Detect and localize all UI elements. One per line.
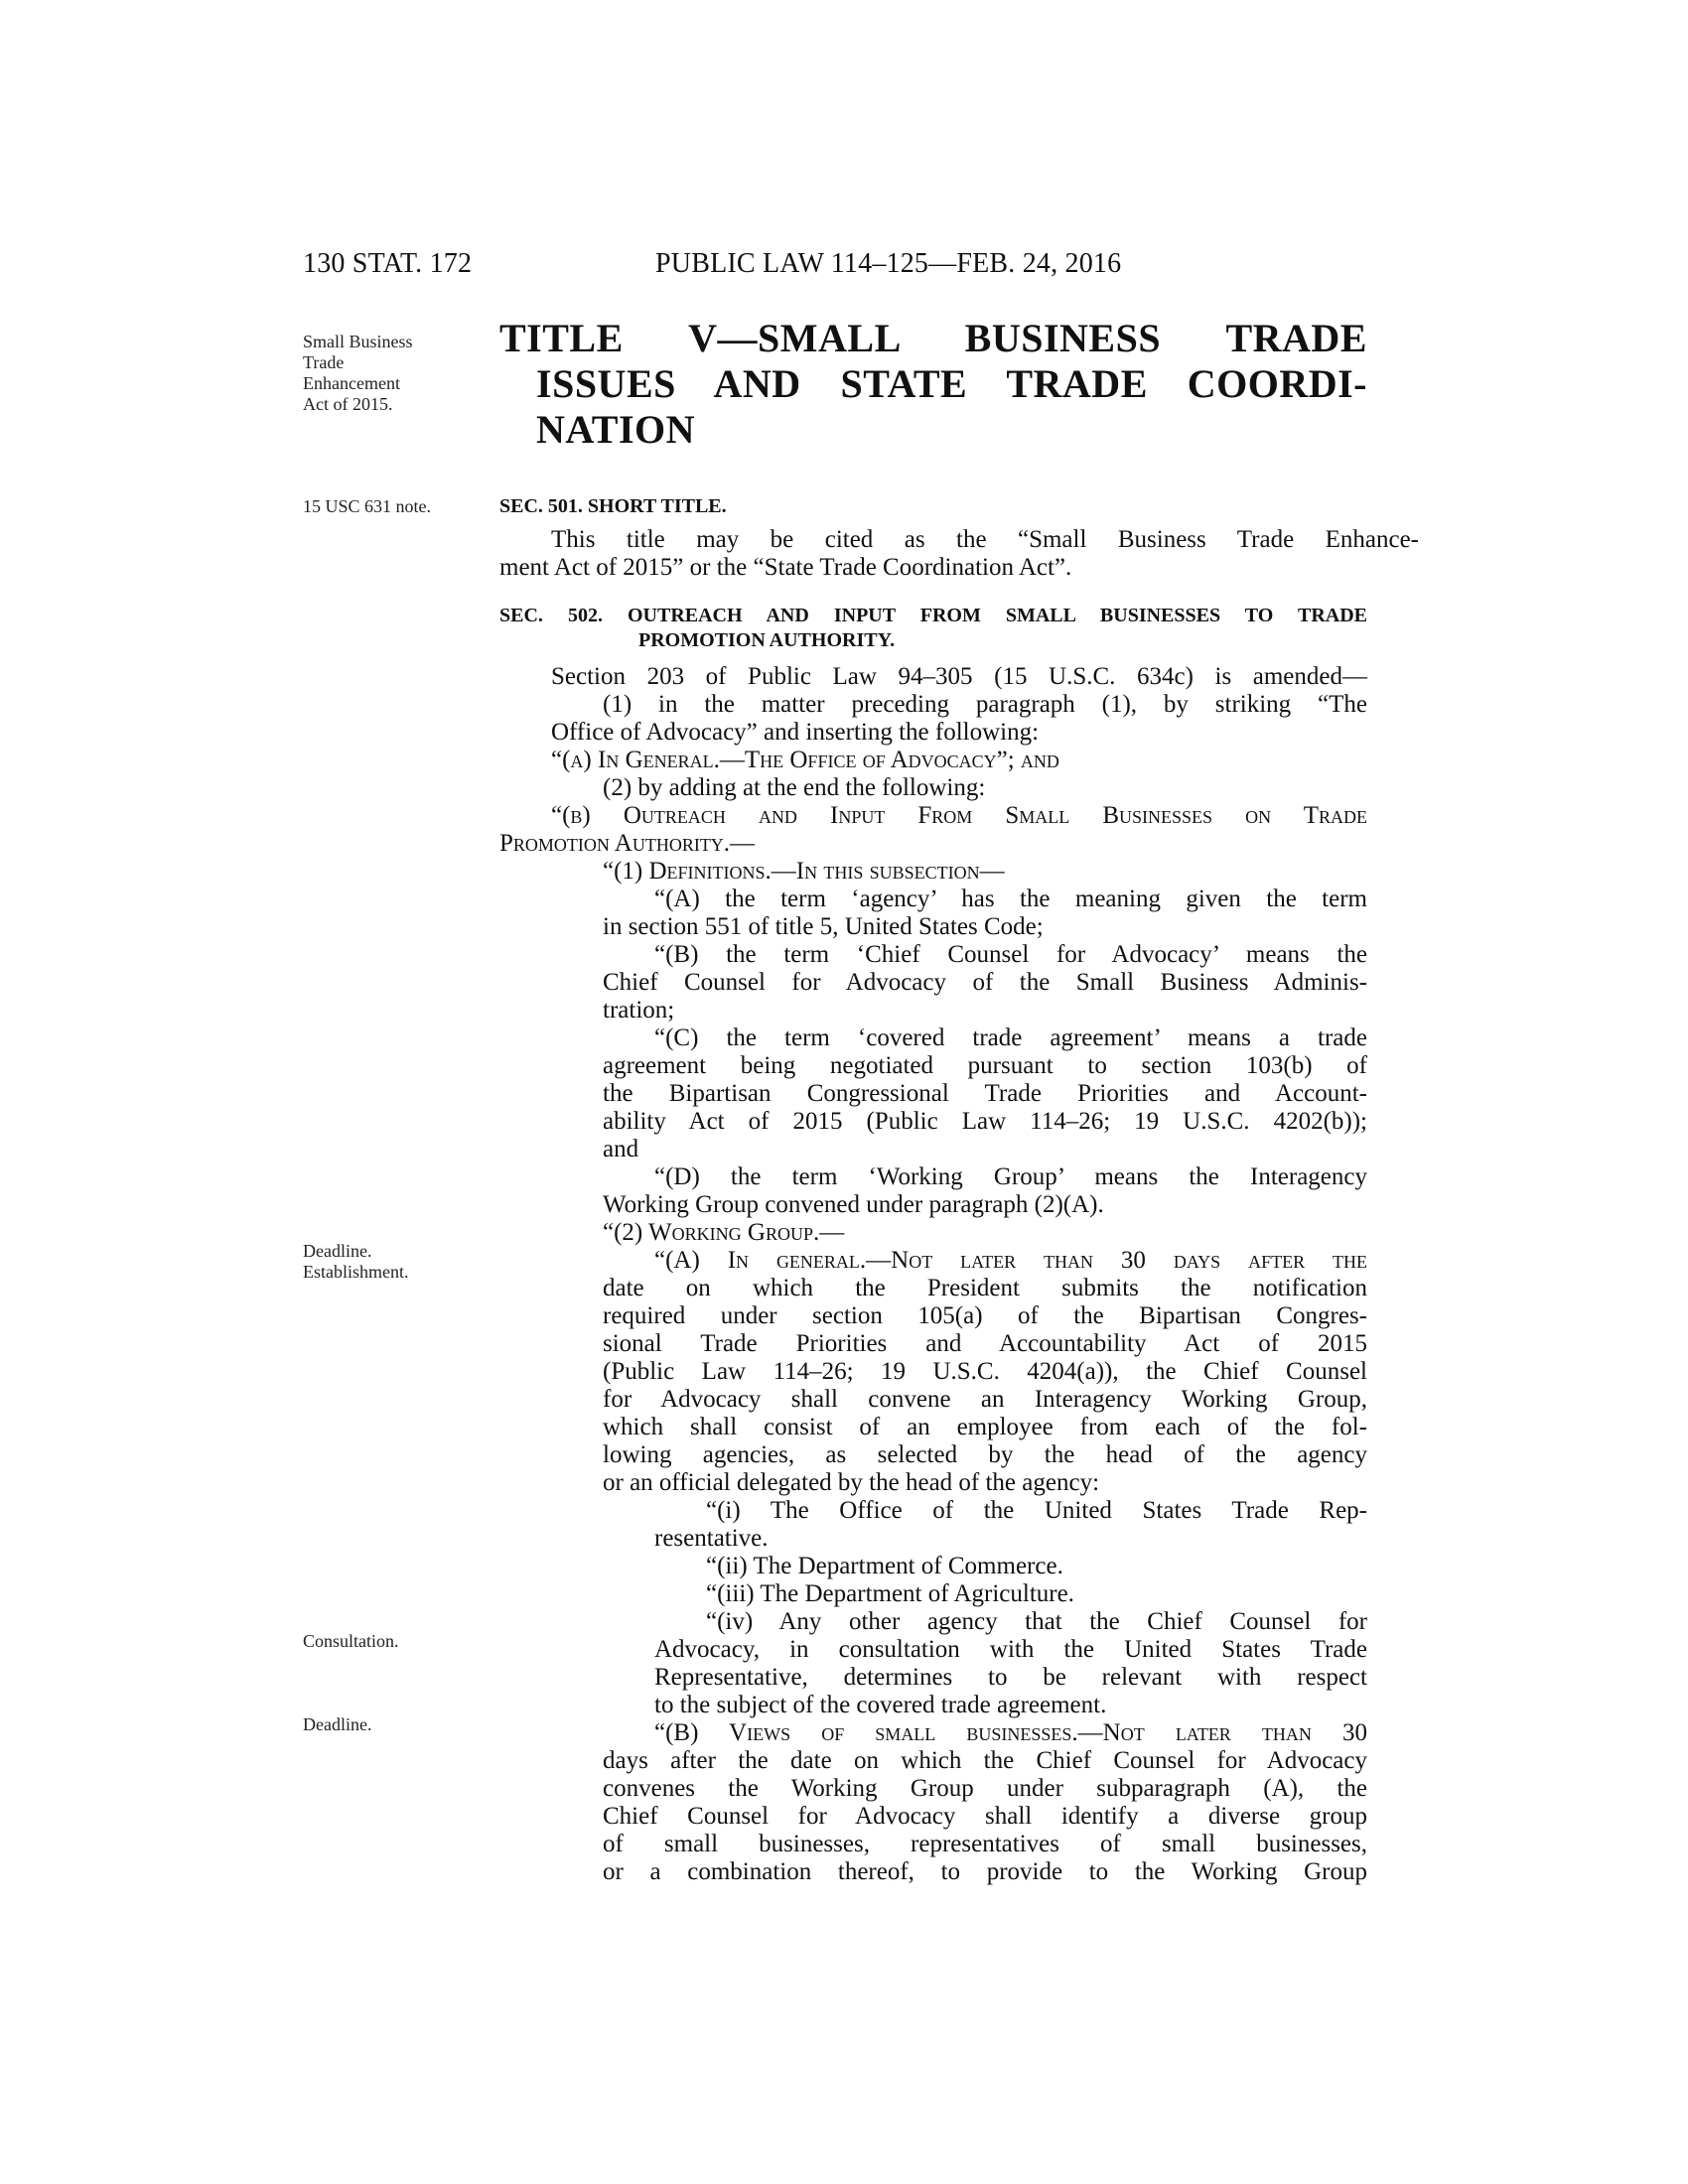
body-line: “(D) the term ‘Working Group’ means the Interagency bbox=[654, 1163, 1367, 1190]
body-line: “(iv) Any other agency that the Chief Counsel for bbox=[706, 1608, 1367, 1635]
body-line: required under section 105(a) of the Bipartisan Congres- bbox=[603, 1302, 1367, 1329]
section-502-heading: SEC. 502. OUTREACH AND INPUT FROM SMALL BUSINESSES TO TRADE bbox=[499, 605, 1367, 626]
body-line: “(a) In General.—The Office of Advocacy”; and bbox=[551, 747, 1059, 773]
section-502-heading-cont: PROMOTION AUTHORITY. bbox=[638, 629, 896, 651]
body-line: tration; bbox=[603, 997, 675, 1024]
body-line: resentative. bbox=[654, 1525, 769, 1552]
body-line: days after the date on which the Chief Counsel for Advocacy bbox=[603, 1747, 1367, 1774]
body-line: ability Act of 2015 (Public Law 114–26; 19 U.S.C. 4202(b)); bbox=[603, 1108, 1367, 1135]
margin-note-usc: 15 USC 631 note. bbox=[303, 496, 432, 516]
title-line: NATION bbox=[536, 407, 696, 452]
body-line: “(A) In general.—Not later than 30 days after the bbox=[654, 1247, 1367, 1274]
title-line: ISSUES AND STATE TRADE COORDI- bbox=[536, 361, 1367, 406]
margin-note-line: Establishment. bbox=[303, 1262, 409, 1282]
running-header: PUBLIC LAW 114–125—FEB. 24, 2016 bbox=[655, 248, 1122, 279]
body-line: This title may be cited as the “Small Business Trade Enhance- bbox=[551, 526, 1419, 553]
body-line: Chief Counsel for Advocacy of the Small Business Adminis- bbox=[603, 969, 1367, 996]
body-line: Chief Counsel for Advocacy shall identify a diverse group bbox=[603, 1803, 1367, 1830]
body-line: the Bipartisan Congressional Trade Priorities and Account- bbox=[603, 1080, 1367, 1107]
body-line: which shall consist of an employee from each of the fol- bbox=[603, 1414, 1367, 1440]
body-line: “(i) The Office of the United States Trade Rep- bbox=[706, 1497, 1367, 1524]
body-line: lowing agencies, as selected by the head of the agency bbox=[603, 1441, 1367, 1468]
body-line: Promotion Authority.— bbox=[499, 830, 756, 857]
body-line: Representative, determines to be relevant with respect bbox=[654, 1664, 1367, 1691]
body-line: or a combination thereof, to provide to the Working Group bbox=[603, 1858, 1367, 1885]
body-line: “(2) Working Group.— bbox=[603, 1219, 845, 1246]
body-line: date on which the President submits the notification bbox=[603, 1275, 1367, 1301]
section-502-body bbox=[499, 663, 1367, 1886]
body-line: Office of Advocacy” and inserting the following: bbox=[551, 719, 1040, 746]
body-line: “(1) Definitions.—In this subsection— bbox=[603, 858, 1005, 885]
body-line: Section 203 of Public Law 94–305 (15 U.S.C. 634c) is amended— bbox=[551, 663, 1367, 690]
margin-note-deadline-establishment bbox=[303, 1241, 409, 1283]
body-line: (1) in the matter preceding paragraph (1), by striking “The bbox=[603, 691, 1367, 718]
margin-note-line: Act of 2015. bbox=[303, 394, 393, 414]
page-stat-number: 130 STAT. 172 bbox=[303, 248, 473, 279]
body-line: “(B) the term ‘Chief Counsel for Advocacy’ means the bbox=[654, 941, 1367, 968]
body-line: “(C) the term ‘covered trade agreement’ means a trade bbox=[654, 1024, 1367, 1051]
margin-note-line: Enhancement bbox=[303, 373, 400, 393]
body-line: in section 551 of title 5, United States Code; bbox=[603, 913, 1044, 940]
body-line: “(B) Views of small businesses.—Not later than 30 bbox=[654, 1719, 1367, 1746]
body-line: convenes the Working Group under subparagraph (A), the bbox=[603, 1775, 1367, 1802]
body-line: “(b) Outreach and Input From Small Businesses on Trade bbox=[551, 802, 1367, 829]
body-line: of small businesses, representatives of small businesses, bbox=[603, 1831, 1367, 1857]
body-line: Working Group convened under paragraph (2)(A). bbox=[603, 1191, 1104, 1218]
body-line: (2) by adding at the end the following: bbox=[603, 774, 986, 801]
margin-note-line: Trade bbox=[303, 352, 345, 372]
margin-note-consultation: Consultation. bbox=[303, 1631, 399, 1651]
body-line: sional Trade Priorities and Accountability Act of 2015 bbox=[603, 1330, 1367, 1357]
body-line: or an official delegated by the head of the agency: bbox=[603, 1469, 1100, 1496]
title-line: TITLE V—SMALL BUSINESS TRADE bbox=[499, 316, 1367, 360]
body-line: (Public Law 114–26; 19 U.S.C. 4204(a)), the Chief Counsel bbox=[603, 1358, 1367, 1385]
section-501-heading: SEC. 501. SHORT TITLE. bbox=[499, 495, 727, 517]
margin-note-act-name bbox=[303, 332, 413, 415]
body-line: to the subject of the covered trade agreement. bbox=[654, 1692, 1107, 1718]
body-line: “(ii) The Department of Commerce. bbox=[706, 1553, 1063, 1579]
body-line: and bbox=[603, 1136, 639, 1162]
margin-note-line: Small Business bbox=[303, 332, 413, 351]
body-line: ment Act of 2015” or the “State Trade Coordination Act”. bbox=[499, 554, 1072, 581]
margin-note-deadline: Deadline. bbox=[303, 1714, 372, 1734]
body-line: “(A) the term ‘agency’ has the meaning given the term bbox=[654, 886, 1367, 912]
body-line: for Advocacy shall convene an Interagency Working Group, bbox=[603, 1386, 1367, 1413]
margin-note-line: Deadline. bbox=[303, 1241, 372, 1261]
body-line: “(iii) The Department of Agriculture. bbox=[706, 1580, 1074, 1607]
body-line: Advocacy, in consultation with the United States Trade bbox=[654, 1636, 1367, 1663]
body-line: agreement being negotiated pursuant to section 103(b) of bbox=[603, 1052, 1367, 1079]
